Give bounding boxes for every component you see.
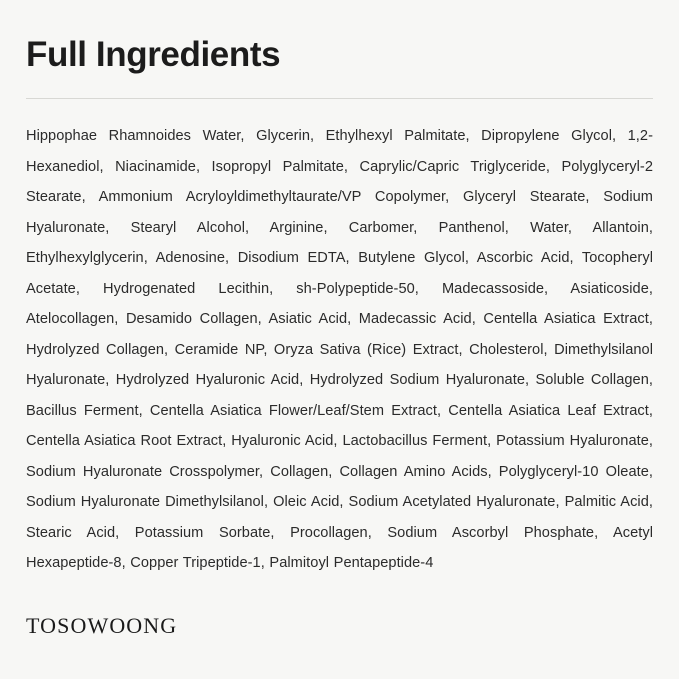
ingredients-list-text: Hippophae Rhamnoides Water, Glycerin, Ethylhexyl Palmitate, Dipropylene Glycol, 1,2-Hexanediol, Niacinamide, Isopropyl Palmitate, Caprylic/Capric Triglyceride, Polyglyceryl-2 Stearate, Ammonium Acryloyldimethyltaurate/VP Copolymer, Glyceryl Stearate, Sodium Hyaluronate, Stearyl Alcohol, Arginine, Carbomer, Panthenol, Water, Allantoin, Ethylhexylglycerin, Adenosine, Disodium EDTA, Butylene Glycol, Ascorbic Acid, Tocopheryl Acetate, Hydrogenated Lecithin, sh-Polypeptide-50, Madecassoside, Asiaticoside, Atelocollagen, Desamido Collagen, Asiatic Acid, Madecassic Acid, Centella Asiatica Extract, Hydrolyzed Collagen, Ceramide NP, Oryza Sativa (Rice) Extract, Cholesterol, Dimethylsilanol Hyaluronate, Hydrolyzed Hyaluronic Acid, Hydrolyzed Sodium Hyaluronate, Soluble Collagen, Bacillus Ferment, Centella Asiatica Flower/Leaf/Stem Extract, Centella Asiatica Leaf Extract, Centella Asiatica Root Extract, Hyaluronic Acid, Lactobacillus Ferment, Potassium Hyaluronate, Sodium Hyaluronate Crosspolymer, Collagen, Collagen Amino Acids, Polyglyceryl-10 Oleate, Sodium Hyaluronate Dimethylsilanol, Oleic Acid, Sodium Acetylated Hyaluronate, Palmitic Acid, Stearic Acid, Potassium Sorbate, Procollagen, Sodium Ascorbyl Phosphate, Acetyl Hexapeptide-8, Copper Tripeptide-1, Palmitoyl Pentapeptide-4 xyxy=(26,128,653,571)
brand-logo-text: TOSOWOONG xyxy=(26,613,178,638)
page-title: Full Ingredients xyxy=(26,35,281,74)
title-divider xyxy=(26,98,653,99)
